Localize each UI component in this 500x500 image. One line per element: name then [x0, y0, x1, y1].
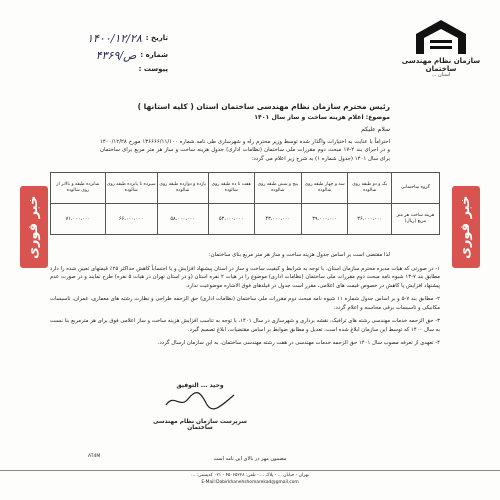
urgent-stamp-left: خبر فوری — [20, 186, 48, 268]
construction-cost-table — [50, 172, 440, 235]
table-header: هفت تا ده طبقه روی شالوده — [208, 173, 254, 204]
signer-title: سرپرست سازمان نظام مهندسی ساختمان — [153, 419, 247, 431]
table-note: لذا مقتضی است بر اساس جدول هزینه ساخت و ساز هر متر مربع بنای ساختمان: — [208, 252, 390, 258]
table-header: گروه ساختمانی — [391, 173, 439, 204]
table-cell: ۳۶،۰۰۰،۰۰۰ — [348, 204, 391, 235]
attachment-row — [18, 64, 168, 75]
letter-meta — [18, 30, 168, 75]
table-cell: ۳۹،۰۰۰،۰۰۰ — [301, 204, 348, 235]
letter-footer — [0, 470, 500, 500]
building-logo-icon — [412, 16, 470, 56]
body-paragraph: ۳- حق الزحمه خدمات مهندسی رشته های ترافیک، نقشه برداری و شهرسازی در سال ۱۴۰۱، با توجه به تناسب افزایش هزینه ساخت و ساز اعلامی فوق برای هر مترمربع بنا نسبت به سال ۱۴۰۰ که توسط این سازمان ابلاغ شده است، تعدیل و مطابق ضوابط بر اساس مقتضیات، ابلاغ تصمیم گیرد. — [50, 318, 441, 333]
body-paragraph: ۴- تعهدی از تعرفه مصوب سال ۱۴۰۱ حق الزحمه خدمات مهندسی در هفت رشته مهندسی ساختمان، به این سازمان ارسال گردد. — [157, 340, 440, 347]
subject: موضوع: اعلام هزینه ساخت و ساز سال ۱۴۰۱ — [254, 114, 390, 121]
attachment-label: پیوست : — [138, 65, 168, 74]
date-value: ۱۴۰۰/۱۲/۲۸ — [87, 32, 142, 45]
table-cell: ۶۶،۰۰۰،۰۰۰ — [105, 204, 157, 235]
org-sub: استان ... — [431, 72, 451, 79]
table-row — [51, 204, 440, 235]
table-cell: ۵۳،۰۰۰،۰۰۰ — [208, 204, 254, 235]
org-logo — [400, 16, 482, 79]
table-header: یازده و دوازده طبقه روی شالوده — [157, 173, 208, 204]
recipient: رئیس محترم سازمان نظام مهندسی ساختمان استان ( کلیه استانها ) — [137, 102, 390, 111]
signature-icon — [160, 389, 240, 411]
date-label: تاریخ : — [145, 34, 168, 43]
signature-block — [150, 382, 250, 431]
number-value: ص/۴۳۶۹ — [95, 49, 137, 63]
footer-email[interactable]: E-Mail:Dabirkhanehshomarekad@gmail.com — [201, 479, 299, 485]
table-header: یک و دو طبقه روی شالوده — [348, 173, 391, 204]
table-header-row — [51, 173, 440, 204]
urgent-stamp-right: خبر فوری — [452, 186, 480, 268]
date-row — [18, 30, 168, 47]
greeting: سلام علیکم — [361, 126, 390, 133]
table-cell: ۷۱،۰۰۰،۰۰۰ — [51, 204, 106, 235]
table-header: شانزده طبقه و بالاتر از روی شالوده — [51, 173, 106, 204]
table-header: پنج و شش طبقه روی شالوده — [254, 173, 301, 204]
letter-body — [50, 265, 440, 353]
intro-paragraph: احتراماً با عنایت به اختیارات واگذار شده توسط وزیر محترم راه و شهرسازی طی نامه شماره ۱۳۶۶۶۶/۱۱/۱۰۰ مورخ ۱۴۰۰/۱۲/۲۸ و در اجرای بند ۲-۱۷ مبحث دوم مقررات ملی ساختمان (نظامات اداری) جدول هزینه ساخت و ساز هر متر مربع برای ساختمان برای سال ۱۴۰۱ (جدول شماره ۱) به شرح زیر اعلام می گردد: — [100, 139, 390, 162]
number-label: شماره : — [140, 51, 168, 60]
body-paragraph: ۲- مطابق بند ۷-۵ و بر اساس جدول شماره ۱۱ شیوه نامه مبحث دوم مقررات ملی ساختمان (نظامات اداری) حق الزحمه طراحی و نظارت رشته های معماری، عمران، تاسیسات مکانیکی و تاسیسات برقی محاسبه و اعلام گردد. — [50, 296, 440, 311]
body-paragraph: ۱- در صورتی که هیات مدیره محترم سازمان استان، با توجه به شرایط و کیفیت ساخت و ساز در استان پیشنهاد افزایش و یا احتساباً کاهش حداکثر ۲۵٪ قیمتهای تعیین شده را دارد مطابق بند ۷-۱۳ شیوه نامه مبحث دوم مقررات ملی ساختمان (نظامات اداری) موضوع را در هیات ۲ نفره استان (و در استان تهران در هیات ۵ نفره) طرح نمایند و در صورت عدم پیشنهاد افزایش یا کاهش در خصوص قیمت های اعلامی، مقرر است جدول در فیلدهای فوق الاشاره موضوعیت ندارد. — [50, 266, 440, 289]
signer-name: وحید ... التوفیق — [176, 382, 224, 389]
table-header: سیزده تا پانزده طبقه روی شالوده — [105, 173, 157, 204]
table-cell: هزینه ساخت هر متر مربع (ریال) — [391, 204, 439, 235]
table-cell: ۵۸،۰۰۰،۰۰۰ — [157, 204, 208, 235]
footer-note: مضمون مهر در بالای این نامه است — [213, 456, 287, 462]
org-name: سازمان نظام مهندسی ساختمان — [401, 57, 481, 73]
document-code: AT4M — [88, 454, 101, 459]
table-header: سه و چهار طبقه روی شالوده — [301, 173, 348, 204]
table-cell: ۴۳،۰۰۰،۰۰۰ — [254, 204, 301, 235]
number-row — [18, 47, 168, 64]
footer-address: تهران - خیابان ... - پلاک ... - تلفن: ۴۵۰۶۵۲۲۸ - ۰۲۱ کدپستی: ... — [191, 473, 309, 478]
